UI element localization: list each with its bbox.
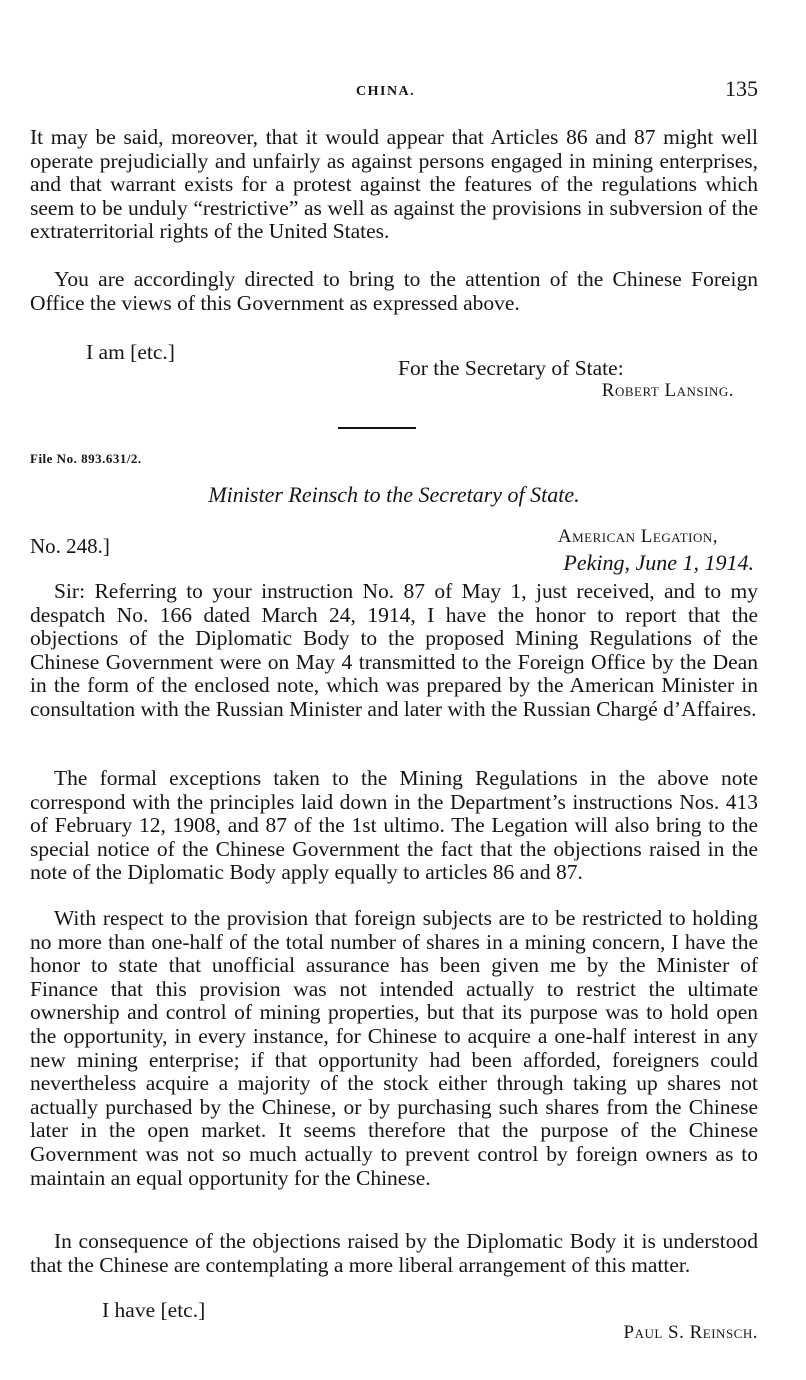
letter2-closing: I have [etc.] — [102, 1298, 206, 1322]
letter2-paragraph-3: With respect to the provision that foreign subjects are to be restricted to holding no more than one-half of the total number of shares in a mining concern, I have the honor to state that unofficial assurance has been given me by the Minister of Finance that this provision was not intended actually to restrict the ultimate ownership and control of mining properties, but that its purpose was to hold open the opportunity, in every instance, for Chinese to acquire a one-half interest in any new mining enterprise; if that opportunity had been afforded, foreigners could nevertheless acquire a majority of the stock either through taking up shares not actually purchased by the Chinese, or by purchasing such shares from the Chinese later in the open market. It seems therefore that the purpose of the Chinese Government was not so much actually to prevent control by foreign owners as to maintain an equal opportunity for the Chinese. — [30, 906, 758, 1190]
letter2-signature-name: Paul S. Reinsch. — [623, 1322, 758, 1343]
file-number: File No. 893.631/2. — [30, 451, 142, 466]
letter2-doc-number: No. 248.] — [30, 534, 110, 558]
letter1-closing: I am [etc.] — [86, 340, 175, 364]
letter1-signature-name: Robert Lansing. — [601, 380, 734, 401]
letter2-heading: Minister Reinsch to the Secretary of State. — [208, 482, 580, 507]
letter1-paragraph-1: It may be said, moreover, that it would appear that Articles 86 and 87 might well operate prejudicially and unfairly as against persons engaged in mining enterprises, and that warrant exists for a protest against the features of the regulations which seem to be unduly “restrictive” as well as against the provisions in subversion of the extraterritorial rights of the United States. — [30, 125, 758, 244]
running-title: CHINA. — [356, 84, 416, 99]
document-page — [30, 0, 758, 1380]
section-divider — [338, 427, 416, 429]
letter1-signature-line: For the Secretary of State: — [398, 356, 624, 380]
letter1-paragraph-2: You are accordingly directed to bring to the attention of the Chinese Foreign Office the views of this Government as expressed above. — [30, 267, 758, 315]
letter2-place-date: Peking, June 1, 1914. — [563, 550, 754, 575]
letter2-paragraph-1: Sir: Referring to your instruction No. 87 of May 1, just received, and to my despatch No. 166 dated March 24, 1914, I have the honor to report that the objections of the Diplomatic Body to the proposed Mining Regulations of the Chinese Government were on May 4 transmitted to the Foreign Office by the Dean in the form of the enclosed note, which was prepared by the American Minister in consultation with the Russian Minister and later with the Russian Chargé d’Affaires. — [30, 579, 758, 721]
page-number: 135 — [725, 76, 758, 101]
letter2-legation: American Legation, — [557, 526, 718, 547]
letter2-paragraph-4: In consequence of the objections raised by the Diplomatic Body it is understood that the Chinese are contemplating a more liberal arrangement of this matter. — [30, 1229, 758, 1277]
page-header — [30, 76, 758, 106]
letter2-paragraph-2: The formal exceptions taken to the Mining Regulations in the above note correspond with the principles laid down in the Department’s instructions Nos. 413 of February 12, 1908, and 87 of the 1st ultimo. The Legation will also bring to the special notice of the Chinese Government the fact that the objections raised in the note of the Diplomatic Body apply equally to articles 86 and 87. — [30, 766, 758, 885]
